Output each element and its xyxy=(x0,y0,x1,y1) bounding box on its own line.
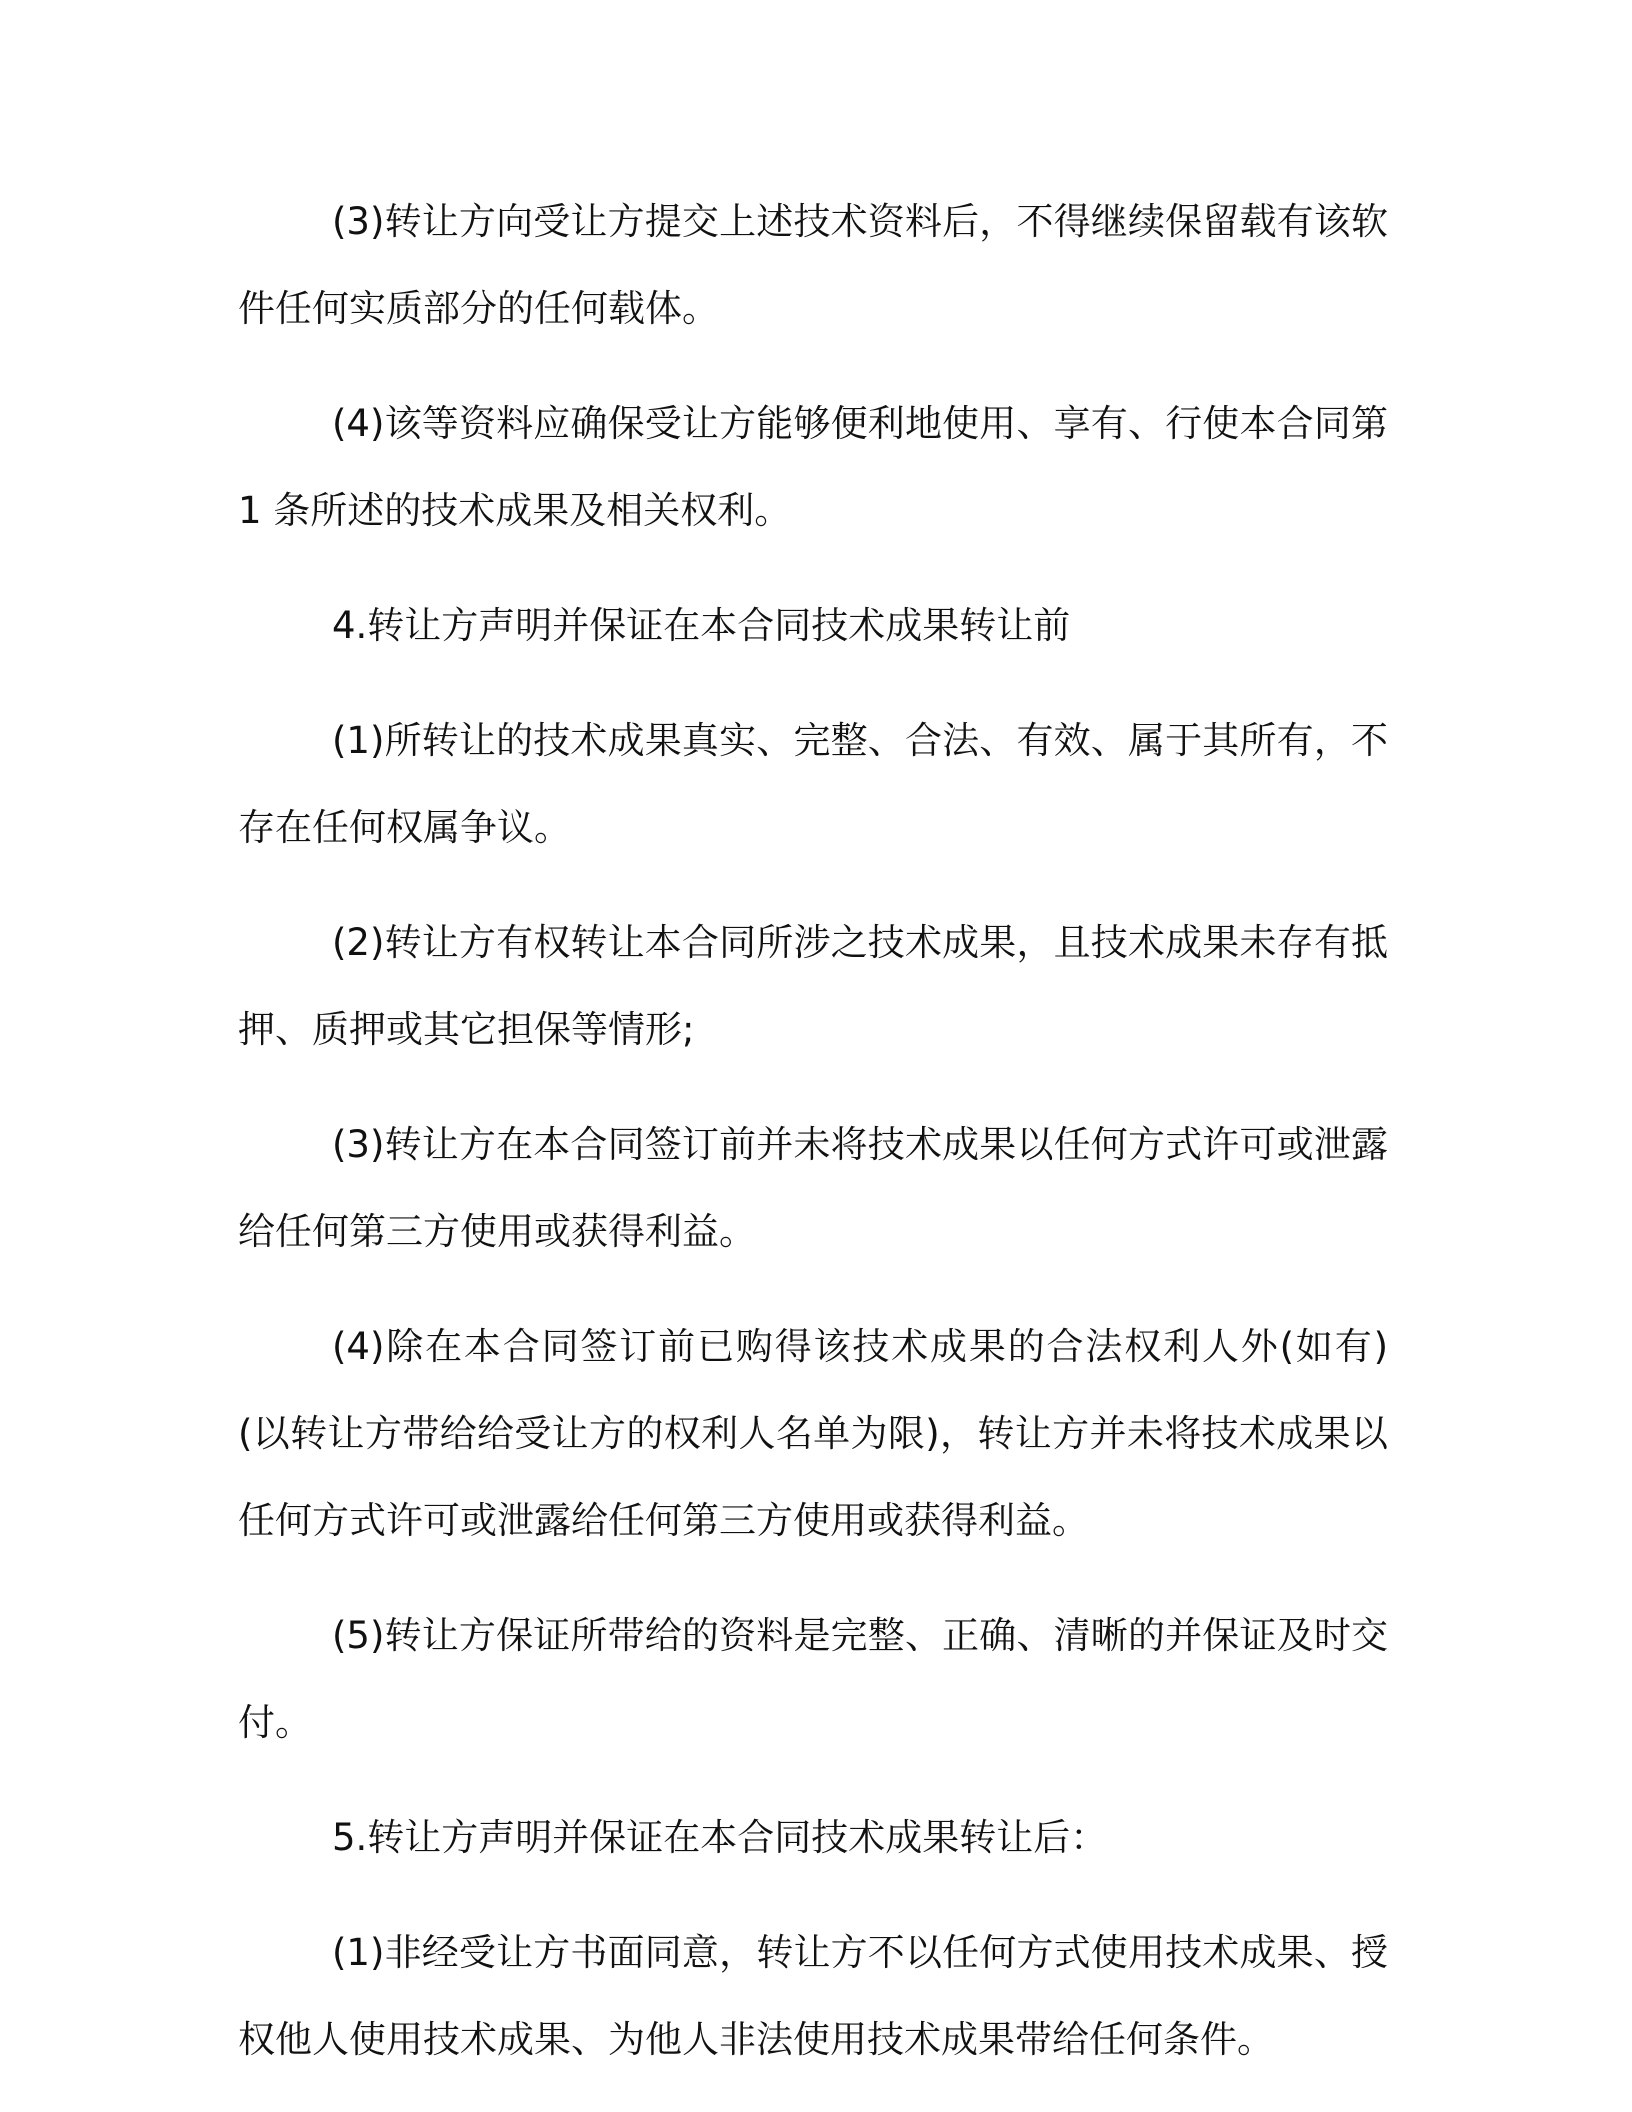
section-4-heading: 4.转让方声明并保证在本合同技术成果转让前 xyxy=(332,604,1071,647)
paragraph-5-1: (1)非经受让方书面同意，转让方不以任何方式使用技术成果、授权他人使用技术成果、为他人非法使用技术成果带给任何条件。 xyxy=(238,1931,1388,2061)
paragraph-4-2: (2)转让方有权转让本合同所涉之技术成果，且技术成果未存有抵押、质押或其它担保等情形; xyxy=(238,921,1388,1051)
section-5-heading: 5.转让方声明并保证在本合同技术成果转让后： xyxy=(332,1816,1108,1859)
paragraph-4-3: (3)转让方在本合同签订前并未将技术成果以任何方式许可或泄露给任何第三方使用或获得利益。 xyxy=(238,1123,1388,1253)
paragraph-4-5: (5)转让方保证所带给的资料是完整、正确、清晰的并保证及时交付。 xyxy=(238,1614,1388,1744)
paragraph-3-4: (4)该等资料应确保受让方能够便利地使用、享有、行使本合同第 1 条所述的技术成果及相关权利。 xyxy=(238,402,1388,532)
paragraph-3-3: (3)转让方向受让方提交上述技术资料后，不得继续保留载有该软件任何实质部分的任何载体。 xyxy=(238,200,1388,330)
paragraph-4-1: (1)所转让的技术成果真实、完整、合法、有效、属于其所有，不存在任何权属争议。 xyxy=(238,719,1388,849)
paragraph-4-4: (4)除在本合同签订前已购得该技术成果的合法权利人外(如有)(以转让方带给给受让方的权利人名单为限)，转让方并未将技术成果以任何方式许可或泄露给任何第三方使用或获得利益。 xyxy=(238,1325,1388,1542)
document-body xyxy=(238,178,1388,2083)
